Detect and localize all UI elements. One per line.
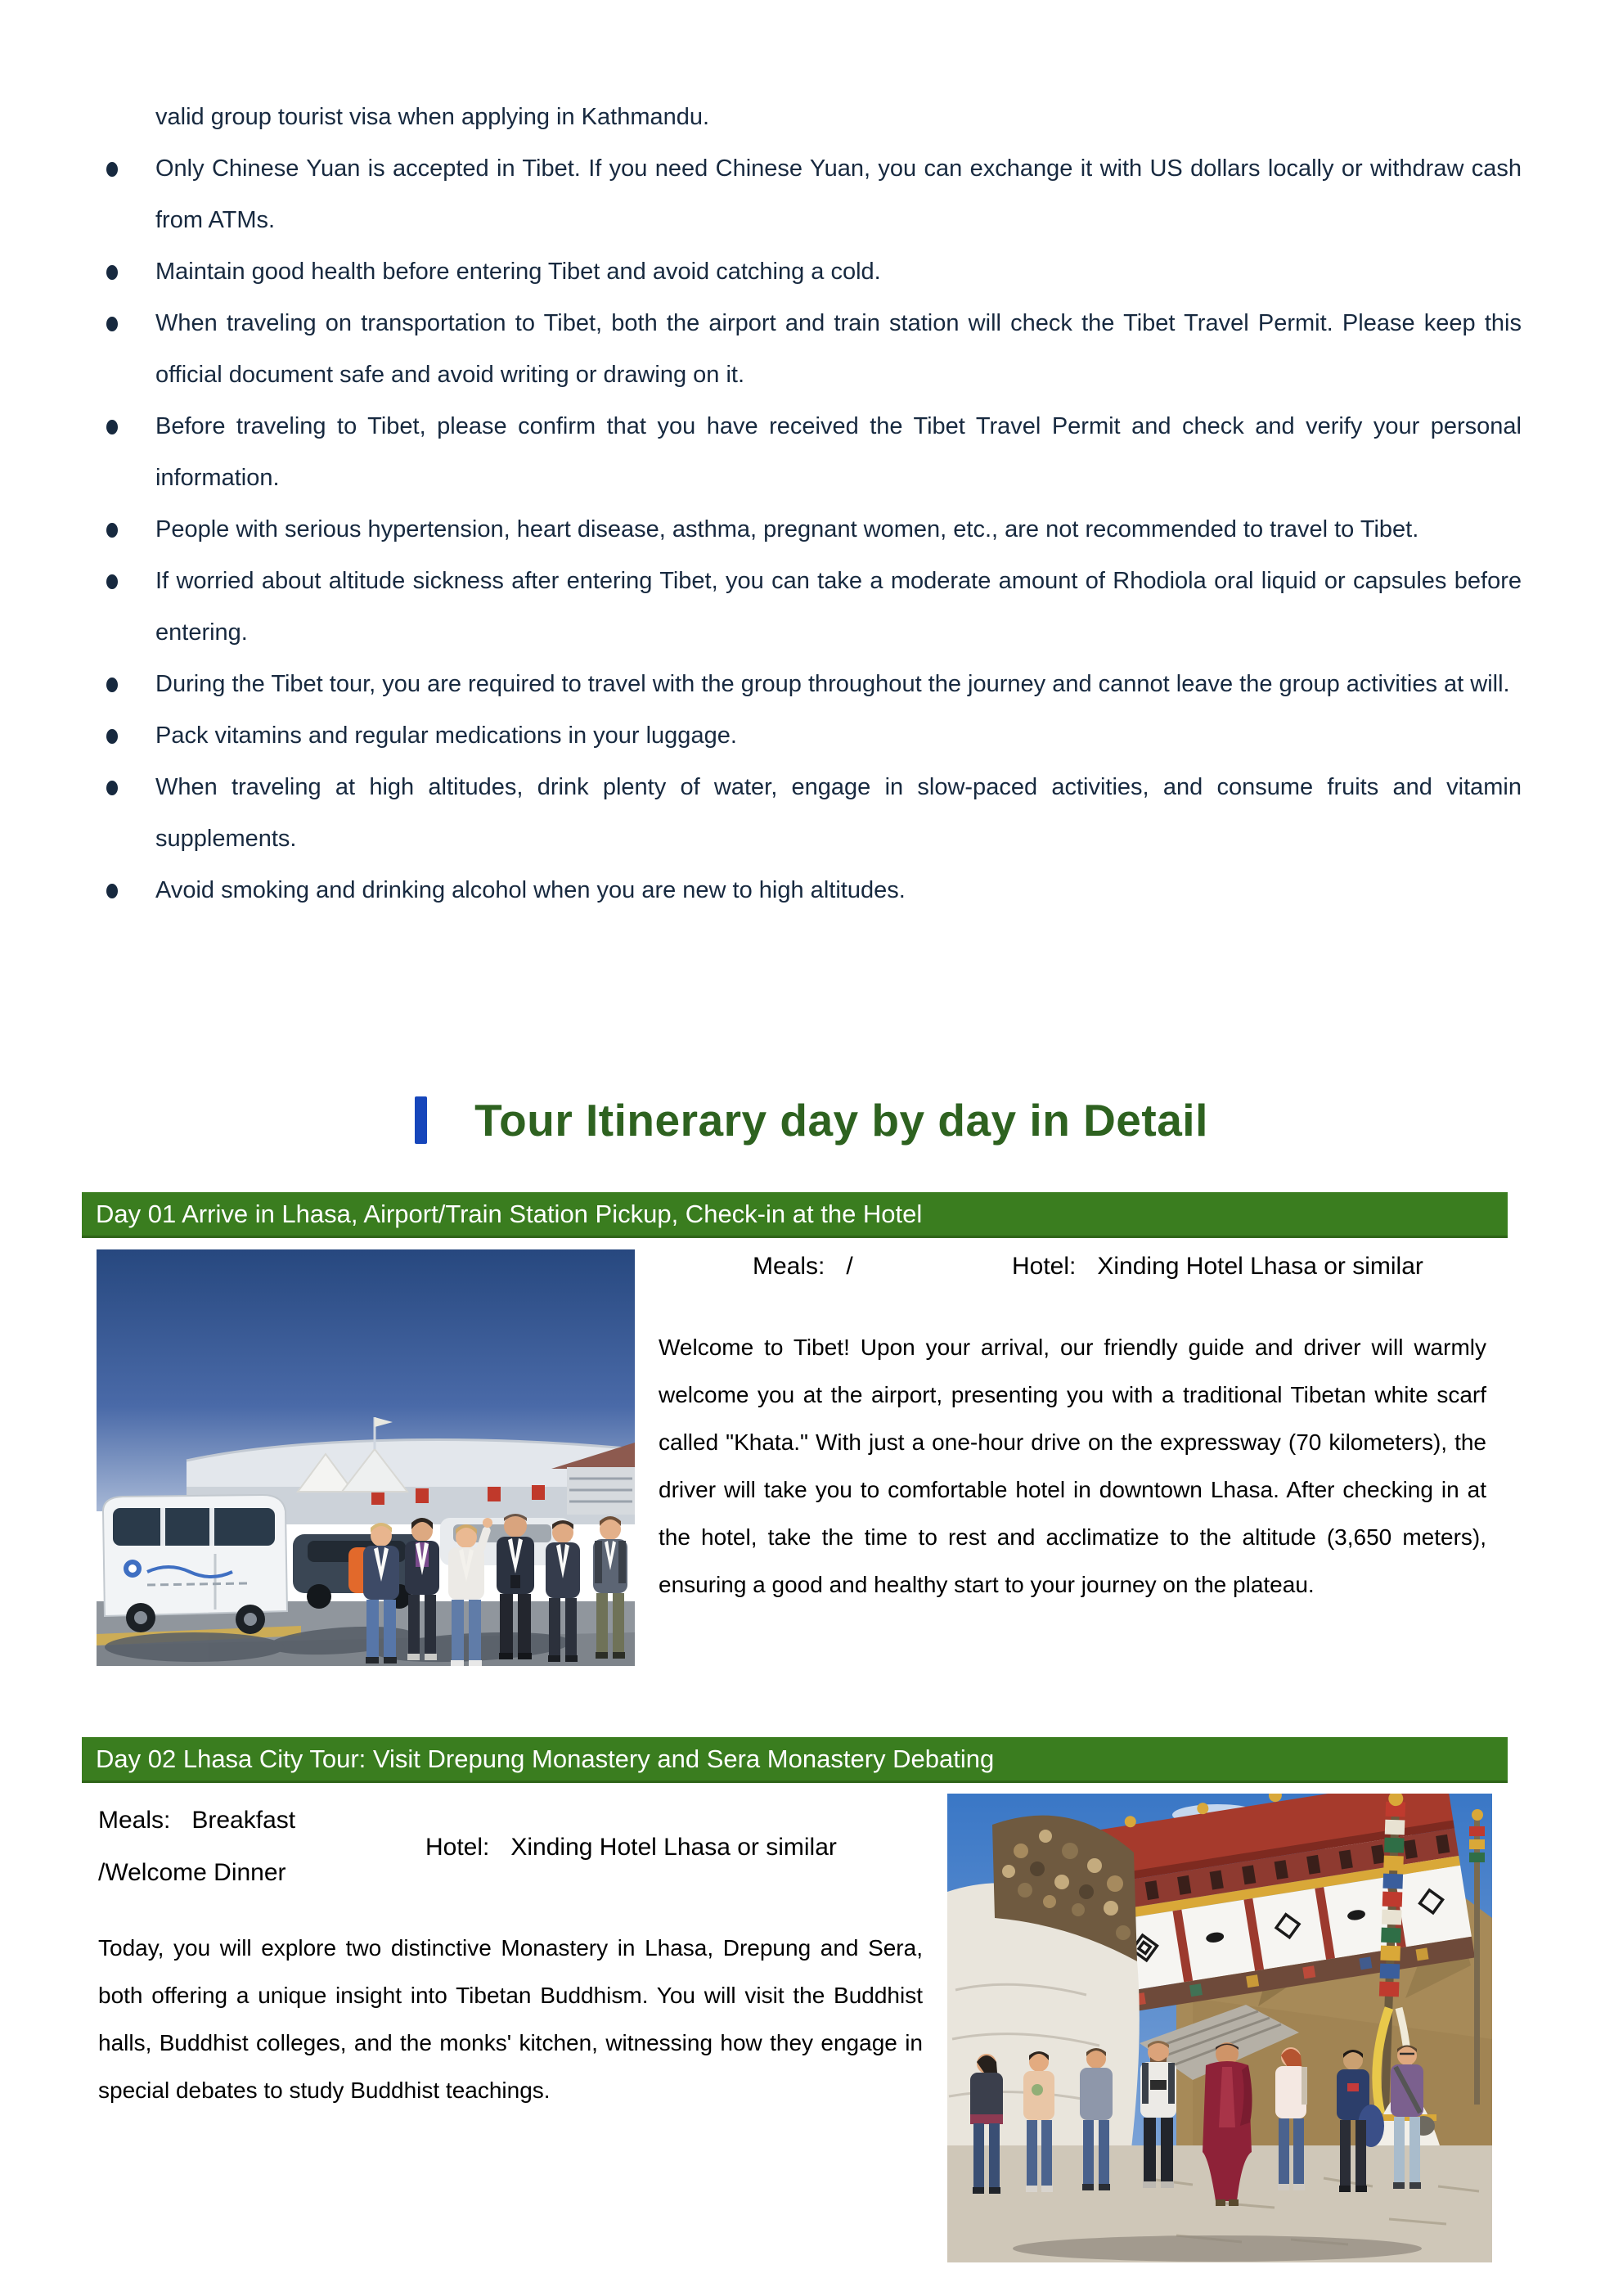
hotel-value: Xinding Hotel Lhasa or similar [510,1834,837,1861]
note-item [98,556,1522,659]
bullet-icon [106,781,118,795]
day01-meals [753,1253,853,1281]
note-text: Only Chinese Yuan is accepted in Tibet. If you need Chinese Yuan, you can exchange it with US dollars locally or withdraw cash from ATMs. [155,155,1522,233]
note-text: valid group tourist visa when applying in Kathmandu. [155,104,710,130]
day01-description: Welcome to Tibet! Upon your arrival, our friendly guide and driver will warmly welcome you at the airport, presenting you with a traditional Tibetan white scarf called "Khata." With just a one-hour drive on the expressway (70 kilometers), the driver will take you to comfortable hotel in downtown Lhasa. After checking in at the hotel, take the time to rest and acclimatize to the altitude (3,650 meters), ensuring a good and healthy start to your journey on the plateau. [659,1335,1486,1597]
heading-marker-bar-icon [415,1096,427,1144]
bullet-icon [106,265,118,280]
note-item [98,401,1522,504]
meals-value: Breakfast [191,1807,296,1834]
day01-banner-text: Day 01 Arrive in Lhasa, Airport/Train Station Pickup, Check-in at the Hotel [96,1199,923,1228]
note-text: When traveling on transportation to Tibet, both the airport and train station will check the Tibet Travel Permit. Please keep this official document safe and avoid writing or drawing on it. [155,310,1522,388]
section-heading [0,1090,1623,1150]
shuttle-van [103,1495,287,1634]
day01-airport-pickup-photo [97,1249,635,1666]
note-text: When traveling at high altitudes, drink plenty of water, engage in slow-paced activities, and consume fruits and vitamin supplements. [155,774,1522,852]
bullet-icon [106,523,118,538]
note-text: Avoid smoking and drinking alcohol when you are new to high altitudes. [155,877,906,903]
bullet-icon [106,884,118,898]
day02-meals [98,1807,295,1835]
hotel-label: Hotel: [425,1834,490,1861]
day01-banner [82,1192,1508,1238]
day02-drepung-monastery-photo [947,1794,1492,2262]
note-item [98,298,1522,401]
note-item [98,143,1522,246]
note-item [98,504,1522,556]
meals-value: / [846,1253,853,1280]
hotel-label: Hotel: [1012,1253,1077,1280]
note-item [98,659,1522,710]
day02-meals-line2: /Welcome Dinner [98,1859,286,1886]
meals-label: Meals: [753,1253,825,1280]
hotel-value: Xinding Hotel Lhasa or similar [1097,1253,1423,1280]
day02-banner [82,1737,1508,1783]
meals-label: Meals: [98,1807,171,1834]
note-item [98,710,1522,762]
note-item [98,246,1522,298]
bullet-icon [106,678,118,692]
note-item [98,762,1522,865]
day02-banner-text: Day 02 Lhasa City Tour: Visit Drepung Monastery and Sera Monastery Debating [96,1744,995,1773]
note-text: Before traveling to Tibet, please confirm that you have received the Tibet Travel Permit and check and verify your personal information. [155,413,1522,491]
note-text: Maintain good health before entering Tibet and avoid catching a cold. [155,259,881,285]
bullet-icon [106,162,118,177]
day01-hotel [1012,1253,1423,1281]
note-text: During the Tibet tour, you are required to travel with the group throughout the journey and cannot leave the group activities at will. [155,671,1510,697]
day02-description: Today, you will explore two distinctive Monastery in Lhasa, Drepung and Sera, both offering a unique insight into Tibetan Buddhism. You will visit the Buddhist halls, Buddhist colleges, and the monks' kitchen, witnessing how they engage in special debates to study Buddhist teachings. [98,1935,923,2103]
travel-notes-list [98,92,1522,916]
note-text: Pack vitamins and regular medications in your luggage. [155,723,737,749]
section-title: Tour Itinerary day by day in Detail [474,1095,1208,1146]
note-text: People with serious hypertension, heart disease, asthma, pregnant women, etc., are not recommended to travel to Tibet. [155,516,1419,542]
day02-hotel [425,1834,837,1862]
bullet-icon [106,317,118,331]
bullet-icon [106,420,118,434]
note-continuation-line [98,92,1522,143]
note-item [98,865,1522,916]
bullet-icon [106,729,118,744]
note-text: If worried about altitude sickness after entering Tibet, you can take a moderate amount of Rhodiola oral liquid or capsules before entering. [155,568,1522,646]
bullet-icon [106,574,118,589]
